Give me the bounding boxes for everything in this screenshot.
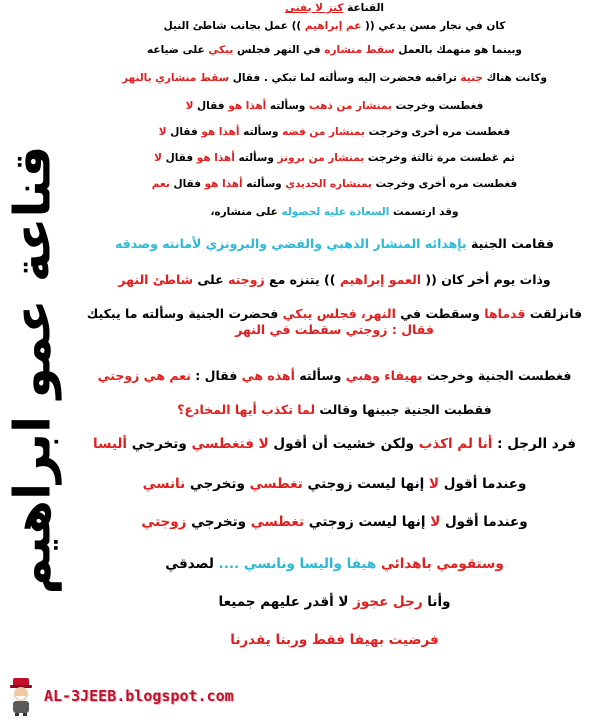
text-segment: وتخرجي — [186, 514, 251, 530]
story-line — [82, 476, 587, 493]
text-segment: بمنشاره الحديدي — [285, 178, 372, 190]
text-segment: فقال : — [190, 368, 242, 383]
story-line — [82, 72, 587, 85]
text-segment: بإهدائه المنشار الذهبي والفضي والبرونزي لأمانته وصدقه — [115, 236, 467, 251]
text-segment: لا — [185, 100, 194, 112]
text-segment: أهذه هي — [241, 368, 295, 383]
text-segment: لصدقي — [165, 556, 219, 572]
text-segment: رجل عجوز — [353, 594, 423, 610]
text-segment: نعم — [151, 178, 170, 190]
text-segment: فرضيت بهيفا فقط وربنا يقدرنا — [230, 632, 439, 648]
story-line — [82, 126, 587, 139]
text-segment: ولكن خشيت أن أقول — [268, 436, 419, 452]
story-line — [82, 556, 587, 573]
text-segment: وبينما هو منهمك بالعمل — [394, 44, 522, 56]
story-line — [82, 402, 587, 418]
watermark — [4, 676, 264, 716]
story-line — [82, 100, 587, 113]
text-segment: بمنشار من فضه — [282, 126, 365, 138]
text-segment: فقطبت الجنية جبينها وقالت — [315, 402, 492, 417]
text-segment: زوجته — [228, 272, 265, 287]
text-segment: بمنشار من برونز — [277, 152, 365, 164]
text-segment: كنز لا يفنى — [285, 2, 344, 14]
text-segment: وقد ارتسمت — [389, 206, 459, 218]
text-segment: أهذا هو — [204, 178, 243, 190]
text-segment: فغطست وخرجت — [391, 100, 484, 112]
text-segment: لا أقدر عليهم جميعا — [218, 594, 354, 610]
story-line — [82, 44, 587, 57]
text-segment: وكانت هناك — [482, 72, 548, 84]
text-segment: النهر، فجلس يبكي — [282, 306, 396, 321]
text-segment: فغطست مره أخرى وخرجت — [371, 178, 518, 190]
text-segment: بمنشار من ذهب — [308, 100, 392, 112]
text-segment: وستقومي باهدائي — [376, 556, 504, 572]
story-line — [82, 594, 587, 611]
text-segment: فقال — [193, 100, 229, 112]
text-segment: القناعة — [343, 2, 384, 14]
text-segment: نعم هي زوجتي — [97, 368, 191, 383]
side-title — [0, 80, 72, 660]
text-segment: وسألته — [239, 126, 283, 138]
text-segment: فقامت الجنية — [466, 236, 554, 251]
story-line — [82, 436, 587, 453]
text-segment: لا فتغطسي — [191, 436, 269, 452]
text-segment: أليسا — [93, 436, 128, 452]
text-segment: فقال — [166, 126, 202, 138]
text-segment: وذات يوم أخر كان (( — [421, 272, 551, 287]
story-title — [82, 2, 587, 15]
story-line — [82, 272, 587, 288]
text-segment: وتخرجي — [185, 476, 250, 492]
text-segment: وسألته — [266, 100, 309, 112]
text-segment: أهذا هو — [228, 100, 267, 112]
text-segment: لا — [154, 152, 162, 164]
text-segment: السعادة عليه لحصوله — [281, 206, 390, 218]
text-segment: فانزلقت — [525, 306, 583, 321]
text-segment: فغطست مره أخرى وخرجت — [364, 126, 511, 138]
text-segment: وعندما أقول — [439, 476, 527, 492]
text-segment: لا — [428, 476, 440, 492]
text-segment: وسألته — [294, 368, 346, 383]
watermark-text: AL-3JEEB.blogspot.com — [44, 687, 234, 705]
text-segment: تراقبه فحضرت إليه وسألته لما تبكي . فقال — [229, 72, 461, 84]
text-segment: شاطئ النهر — [118, 272, 193, 287]
text-segment: )) عمل بجانب شاطئ النيل — [163, 20, 305, 32]
text-segment: لا — [158, 126, 167, 138]
text-segment: فقال — [169, 178, 205, 190]
text-segment: فحضرت الجنية وسألته ما يبكيك — [86, 306, 283, 321]
text-segment: إنها ليست زوجتي — [304, 514, 431, 530]
text-segment: فغطست الجنية وخرجت — [422, 368, 572, 383]
text-segment: عم إبراهيم — [304, 20, 362, 32]
text-segment: ثم غطست مرة ثالثة وخرجت — [364, 152, 515, 164]
text-segment: أهذا هو — [201, 126, 240, 138]
text-segment: بهيفاء وهبي — [345, 368, 423, 383]
story-line — [82, 20, 587, 33]
side-title-text: قناعة عمو ابراهيم — [3, 145, 61, 595]
text-segment: العمو إبراهيم — [339, 272, 422, 287]
cartoon-character-icon — [4, 676, 38, 716]
text-segment: إنها ليست زوجتي — [302, 476, 429, 492]
text-segment: وسقطت في — [395, 306, 485, 321]
text-segment: أهذا هو — [196, 152, 235, 164]
text-segment: )) يتنزه مع — [264, 272, 340, 287]
text-segment: لما تكذب أيها المخادع؟ — [177, 402, 316, 417]
story-line — [82, 178, 587, 191]
text-segment: تغطسي — [250, 514, 305, 530]
text-segment: وسألته — [234, 152, 278, 164]
story-line — [82, 306, 587, 337]
text-segment: في النهر فجلس — [233, 44, 325, 56]
text-segment: كان في نجار مسن يدعي (( — [361, 20, 506, 32]
text-segment: فقال : زوجتي سقطت في النهر — [235, 321, 434, 337]
story-line — [82, 368, 587, 384]
story-text — [82, 0, 587, 676]
text-segment: على ضياعه — [147, 44, 209, 56]
text-segment: على منشاره، — [210, 206, 282, 218]
text-segment: سقط منشاره — [324, 44, 395, 56]
text-segment: تغطسي — [249, 476, 303, 492]
text-segment: على — [193, 272, 228, 287]
story-line — [82, 152, 587, 165]
text-segment: يبكي — [208, 44, 234, 56]
story-line — [82, 236, 587, 252]
text-segment: وأنا — [422, 594, 451, 610]
text-segment: وعندما أقول — [440, 514, 528, 530]
text-segment: وتخرجي — [127, 436, 192, 452]
text-segment: سقط منشاري بالنهر — [121, 72, 230, 84]
text-segment: زوجتي — [141, 514, 187, 530]
text-segment: وسألته — [242, 178, 286, 190]
story-line — [82, 514, 587, 531]
story-line — [82, 206, 587, 219]
text-segment: فرد الرجل : — [492, 436, 576, 452]
text-segment: فقال — [161, 152, 197, 164]
text-segment: قدماها — [484, 306, 526, 321]
text-segment: نانسي — [142, 476, 186, 492]
text-segment: هيفا واليسا ونانسي .... — [218, 556, 377, 572]
text-segment: أنا لم اكذب — [418, 436, 493, 452]
text-segment: لا — [430, 514, 441, 530]
story-line — [82, 632, 587, 649]
text-segment: جنية — [460, 72, 483, 84]
